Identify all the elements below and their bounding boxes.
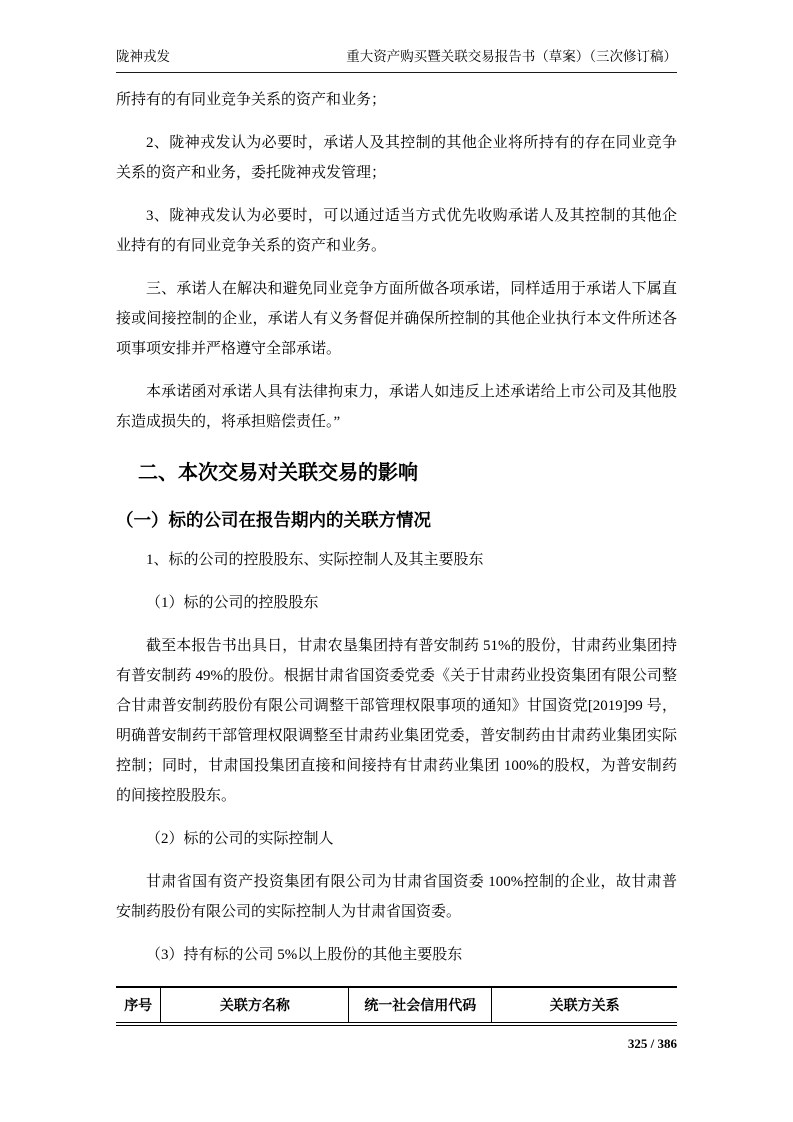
subsection-heading-level2: （一）标的公司在报告期内的关联方情况 <box>116 509 431 530</box>
table-header-cell-related-party-name: 关联方名称 <box>161 987 349 1024</box>
table-header-cell-related-party-relation: 关联方关系 <box>492 987 677 1024</box>
list-item-1-1-heading: （1）标的公司的控股股东 <box>146 594 319 611</box>
related-party-table-header-row <box>116 987 677 1024</box>
related-party-table <box>116 986 677 1026</box>
body-paragraph-item-3: 3、陇神戎发认为必要时，可以通过适当方式优先收购承诺人及其控制的其他企业持有的有同业竞争关系的资产和业务。 <box>116 207 677 254</box>
running-header <box>116 48 677 73</box>
section-heading-level1: 二、本次交易对关联交易的影响 <box>138 461 418 484</box>
list-item-1-3-heading: （3）持有标的公司 5%以上股份的其他主要股东 <box>146 946 463 963</box>
body-paragraph-controlling-shareholder: 截至本报告书出具日，甘肃农垦集团持有普安制药 51%的股份，甘肃药业集团持有普安制药 49%的股份。根据甘肃省国资委党委《关于甘肃药业投资集团有限公司整合甘肃普安制药股份有限公司调整干部管理权限事项的通知》甘国资党[2019]99 号，明确普安制药干部管理权限调整至甘肃药业集团党委，普安制药由甘肃药业集团实际控制；同时，甘肃国投集团直接和间接持有甘肃药业集团 100%的股权，为普安制药的间接控股股东。 <box>116 637 677 804</box>
table-header-cell-serial-number: 序号 <box>124 998 153 1014</box>
document-body <box>116 85 677 1026</box>
list-item-1-heading: 1、标的公司的控股股东、实际控制人及其主要股东 <box>146 551 484 568</box>
table-header-cell-social-credit-code: 统一社会信用代码 <box>349 987 492 1024</box>
body-paragraph-continuation: 所持有的有同业竞争关系的资产和业务； <box>116 91 387 108</box>
body-paragraph-item-2: 2、陇神戎发认为必要时，承诺人及其控制的其他企业将所持有的存在同业竞争关系的资产和业务，委托陇神戎发管理； <box>116 134 677 181</box>
header-company-name: 陇神戎发 <box>116 49 170 64</box>
body-paragraph-actual-controller: 甘肃省国有资产投资集团有限公司为甘肃省国资委 100%控制的企业，故甘肃普安制药股份有限公司的实际控制人为甘肃省国资委。 <box>116 873 677 920</box>
header-report-title: 重大资产购买暨关联交易报告书（草案）（三次修订稿） <box>346 49 677 64</box>
list-item-1-2-heading: （2）标的公司的实际控制人 <box>146 830 334 847</box>
body-paragraph-legal-binding: 本承诺函对承诺人具有法律拘束力，承诺人如违反上述承诺给上市公司及其他股东造成损失的，将承担赔偿责任。” <box>116 383 677 430</box>
body-paragraph-commitment-scope: 三、承诺人在解决和避免同业竞争方面所做各项承诺，同样适用于承诺人下属直接或间接控制的企业，承诺人有义务督促并确保所控制的其他企业执行本文件所述各项事项安排并严格遵守全部承诺。 <box>116 280 677 357</box>
page-number: 325 / 386 <box>627 1035 677 1051</box>
